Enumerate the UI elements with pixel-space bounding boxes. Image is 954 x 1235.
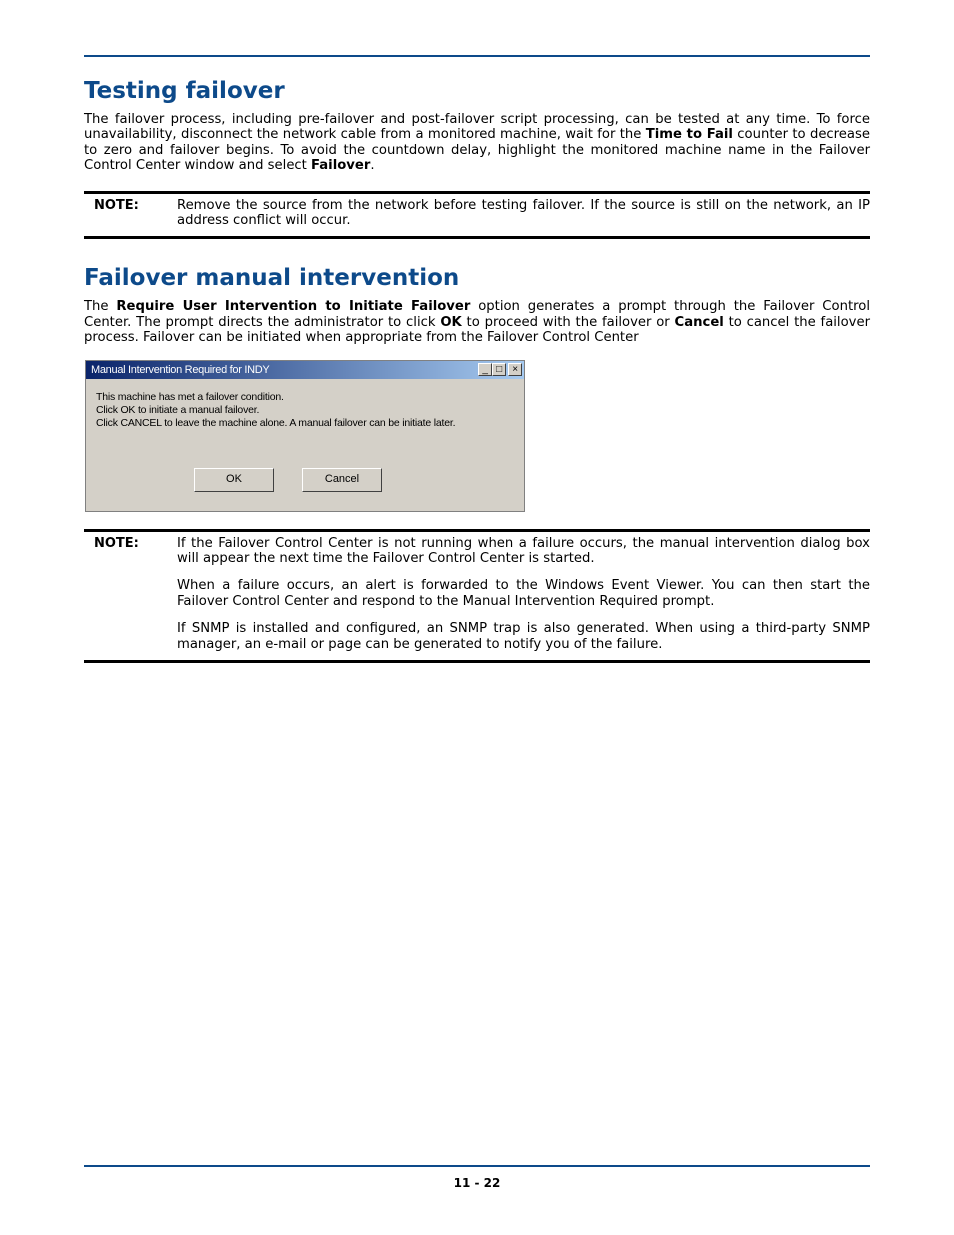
minimize-icon[interactable]: _: [478, 363, 492, 376]
note-paragraph: If SNMP is installed and configured, an SNMP trap is also generated. When using a third-party SNMP manager, an e-mail or page can be generated to notify you of the failure.: [177, 621, 870, 652]
header-rule: [84, 55, 870, 57]
note-body: [177, 198, 870, 229]
note-box-manual-intervention: [84, 529, 870, 663]
close-icon[interactable]: ×: [508, 363, 522, 376]
para-text: option generates a prompt through the Failover Control Center. The prompt directs the administrator to click: [84, 299, 870, 330]
para-text: counter to decrease to zero and failover begins. To avoid the countdown delay, highlight the monitored machine name in the Failover Control Center window and select: [84, 127, 870, 174]
para-bold-ok: OK: [440, 314, 462, 330]
note-label: NOTE:: [94, 535, 139, 551]
footer-rule: [84, 1165, 870, 1167]
note-paragraph: If the Failover Control Center is not running when a failure occurs, the manual intervention dialog box will appear the next time the Failover Control Center is started.: [177, 535, 870, 567]
note-text: Remove the source from the network before testing failover. If the source is still on the network, an IP address conflict will occur.: [177, 197, 870, 229]
ok-button[interactable]: OK: [194, 468, 274, 492]
dialog-screenshot-wrapper: [84, 360, 870, 512]
testing-failover-paragraph: [84, 112, 870, 174]
note-box-testing: [84, 191, 870, 240]
section-heading-testing-failover: Testing failover: [84, 78, 285, 104]
para-text: The: [84, 299, 117, 315]
para-bold-option: Require User Intervention to Initiate Failover: [116, 299, 471, 315]
para-text: .: [370, 158, 375, 174]
para-text: The failover process, including pre-failover and post-failover script processing, can be tested at any time. To force unavailability, disconnect the network cable from a monitored machine, wait for the: [84, 112, 870, 143]
dialog-message: [96, 391, 455, 430]
para-bold-time-to-fail: Time to Fail: [645, 127, 733, 143]
dialog-message-line: Click OK to initiate a manual failover.: [96, 403, 260, 416]
titlebar-buttons: [478, 363, 522, 376]
para-bold-cancel: Cancel: [674, 314, 724, 330]
note-body: [177, 536, 870, 652]
section-heading-manual-intervention: Failover manual intervention: [84, 265, 460, 292]
para-bold-failover: Failover: [311, 158, 371, 174]
dialog-message-line: This machine has met a failover condition.: [96, 390, 284, 403]
para-text: to cancel the failover process. Failover can be initiated when appropriate from the Failover Control Center: [84, 314, 871, 346]
dialog-message-line: Click CANCEL to leave the machine alone. A manual failover can be initiate later.: [96, 416, 456, 429]
para-text: to proceed with the failover or: [461, 314, 675, 330]
note-paragraph: When a failure occurs, an alert is forwarded to the Windows Event Viewer. You can then start the Failover Control Center and respond to the Manual Intervention Required prompt.: [177, 578, 870, 609]
dialog-title: Manual Intervention Required for INDY: [91, 363, 270, 376]
page-number: 11 - 22: [453, 1176, 501, 1190]
dialog-titlebar[interactable]: [86, 361, 524, 379]
page-content: [84, 76, 870, 663]
manual-intervention-dialog: [85, 360, 525, 512]
cancel-button[interactable]: Cancel: [302, 468, 382, 492]
maximize-icon[interactable]: □: [492, 363, 506, 376]
manual-intervention-paragraph: [84, 299, 870, 345]
note-label: NOTE:: [94, 197, 139, 213]
